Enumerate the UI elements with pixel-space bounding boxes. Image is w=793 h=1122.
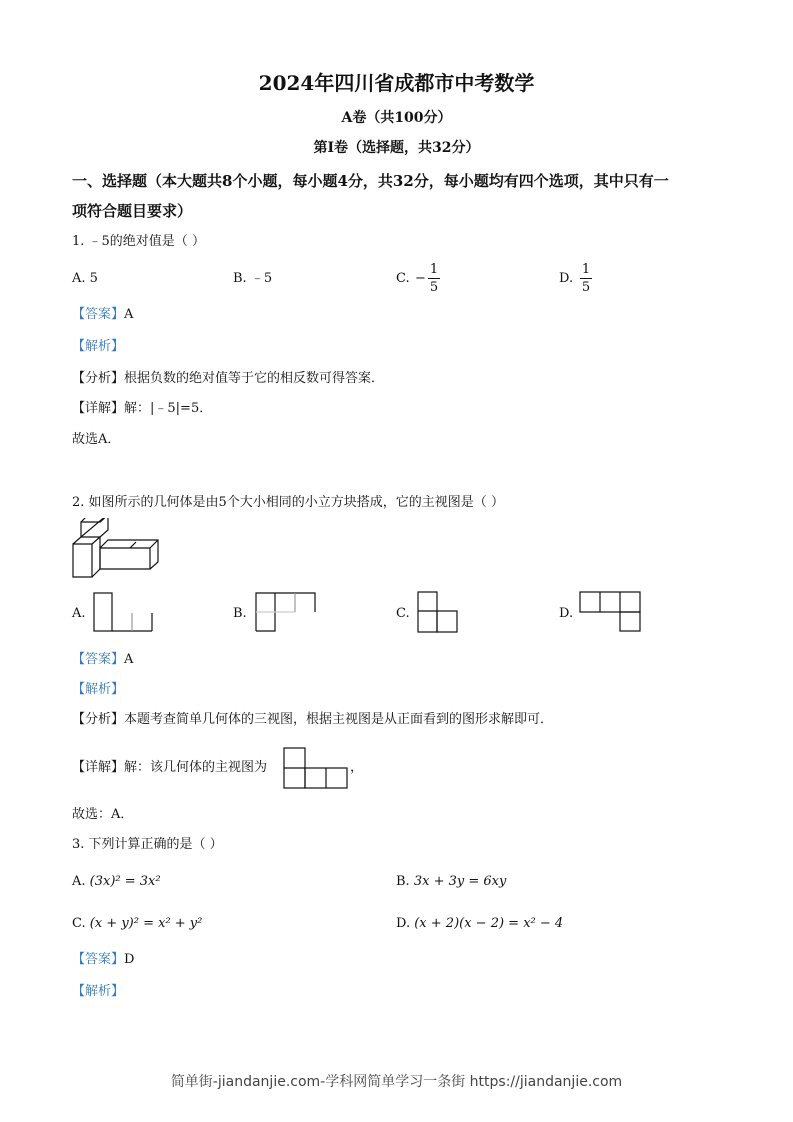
q2-option-b-figure — [253, 591, 317, 633]
q2-option-c-figure — [416, 589, 464, 635]
q3-option-d: D. (x + 2)(x − 2) = x² − 4 — [396, 916, 564, 931]
q2-option-a-figure — [92, 591, 156, 633]
q3-option-a: A. (3x)² = 3x² — [72, 874, 161, 889]
q3-stem: 3. 下列计算正确的是（ ） — [72, 837, 223, 852]
q2-solid-figure — [70, 518, 170, 582]
q1-option-d-fraction: 1 5 — [581, 262, 591, 295]
q2-xiangjie: 【详解】解：该几何体的主视图为 — [72, 760, 268, 775]
q2-option-c-label: C. — [396, 606, 410, 621]
footer-watermark: 简单街-jiandanjie.com-学科网简单学习一条街 https://jiandanjie.com — [170, 1074, 623, 1090]
q3-jiexi: 【解析】 — [72, 984, 125, 999]
q1-fenxi: 【分析】根据负数的绝对值等于它的相反数可得答案． — [72, 371, 385, 386]
q1-stem: 1. ﹣5的绝对值是（ ） — [72, 234, 205, 249]
q2-answer: 【答案】A — [72, 652, 134, 667]
q3-option-b: B. 3x + 3y = 6xy — [396, 874, 507, 889]
q2-option-a-label: A. — [72, 606, 86, 621]
q1-option-d-label: D. — [559, 271, 574, 286]
q2-option-d-figure — [578, 590, 644, 634]
q2-jiexi: 【解析】 — [72, 682, 125, 697]
q1-option-c-label: C. — [396, 271, 410, 286]
q1-xiangjie: 【详解】解：|﹣5|=5． — [72, 401, 213, 416]
q2-answer-figure — [282, 746, 350, 790]
section-heading-cont: 项符合题目要求） — [72, 202, 193, 220]
q2-option-d-label: D. — [559, 606, 574, 621]
doc-title: 2024年四川省成都市中考数学 — [258, 71, 535, 95]
section-heading: 一、选择题（本大题共8个小题，每小题4分，共32分，每小题均有四个选项，其中只有一 — [72, 172, 669, 190]
q1-option-a: A. 5 — [72, 271, 98, 286]
q1-jiexi: 【解析】 — [72, 339, 125, 354]
q2-xiangjie-end: ， — [350, 760, 364, 775]
q1-option-b: B. ﹣5 — [233, 271, 273, 286]
subtitle-a: A卷（共100分） — [341, 110, 452, 126]
q1-option-c-sign: − — [415, 271, 426, 286]
q1-option-c-fraction: 1 5 — [429, 262, 439, 295]
q2-conclusion: 故选：A． — [72, 807, 134, 822]
q2-option-b-label: B. — [233, 606, 247, 621]
subtitle-part1: 第I卷（选择题，共32分） — [313, 140, 480, 156]
q2-stem: 2. 如图所示的几何体是由5个大小相同的小立方块搭成，它的主视图是（ ） — [72, 495, 504, 510]
q3-option-c: C. (x + y)² = x² + y² — [72, 916, 203, 931]
q1-conclusion: 故选A． — [72, 432, 121, 447]
q3-answer: 【答案】D — [72, 952, 135, 967]
q2-fenxi: 【分析】本题考查简单几何体的三视图，根据主视图是从正面看到的图形求解即可． — [72, 712, 554, 727]
q1-answer: 【答案】A — [72, 307, 134, 322]
